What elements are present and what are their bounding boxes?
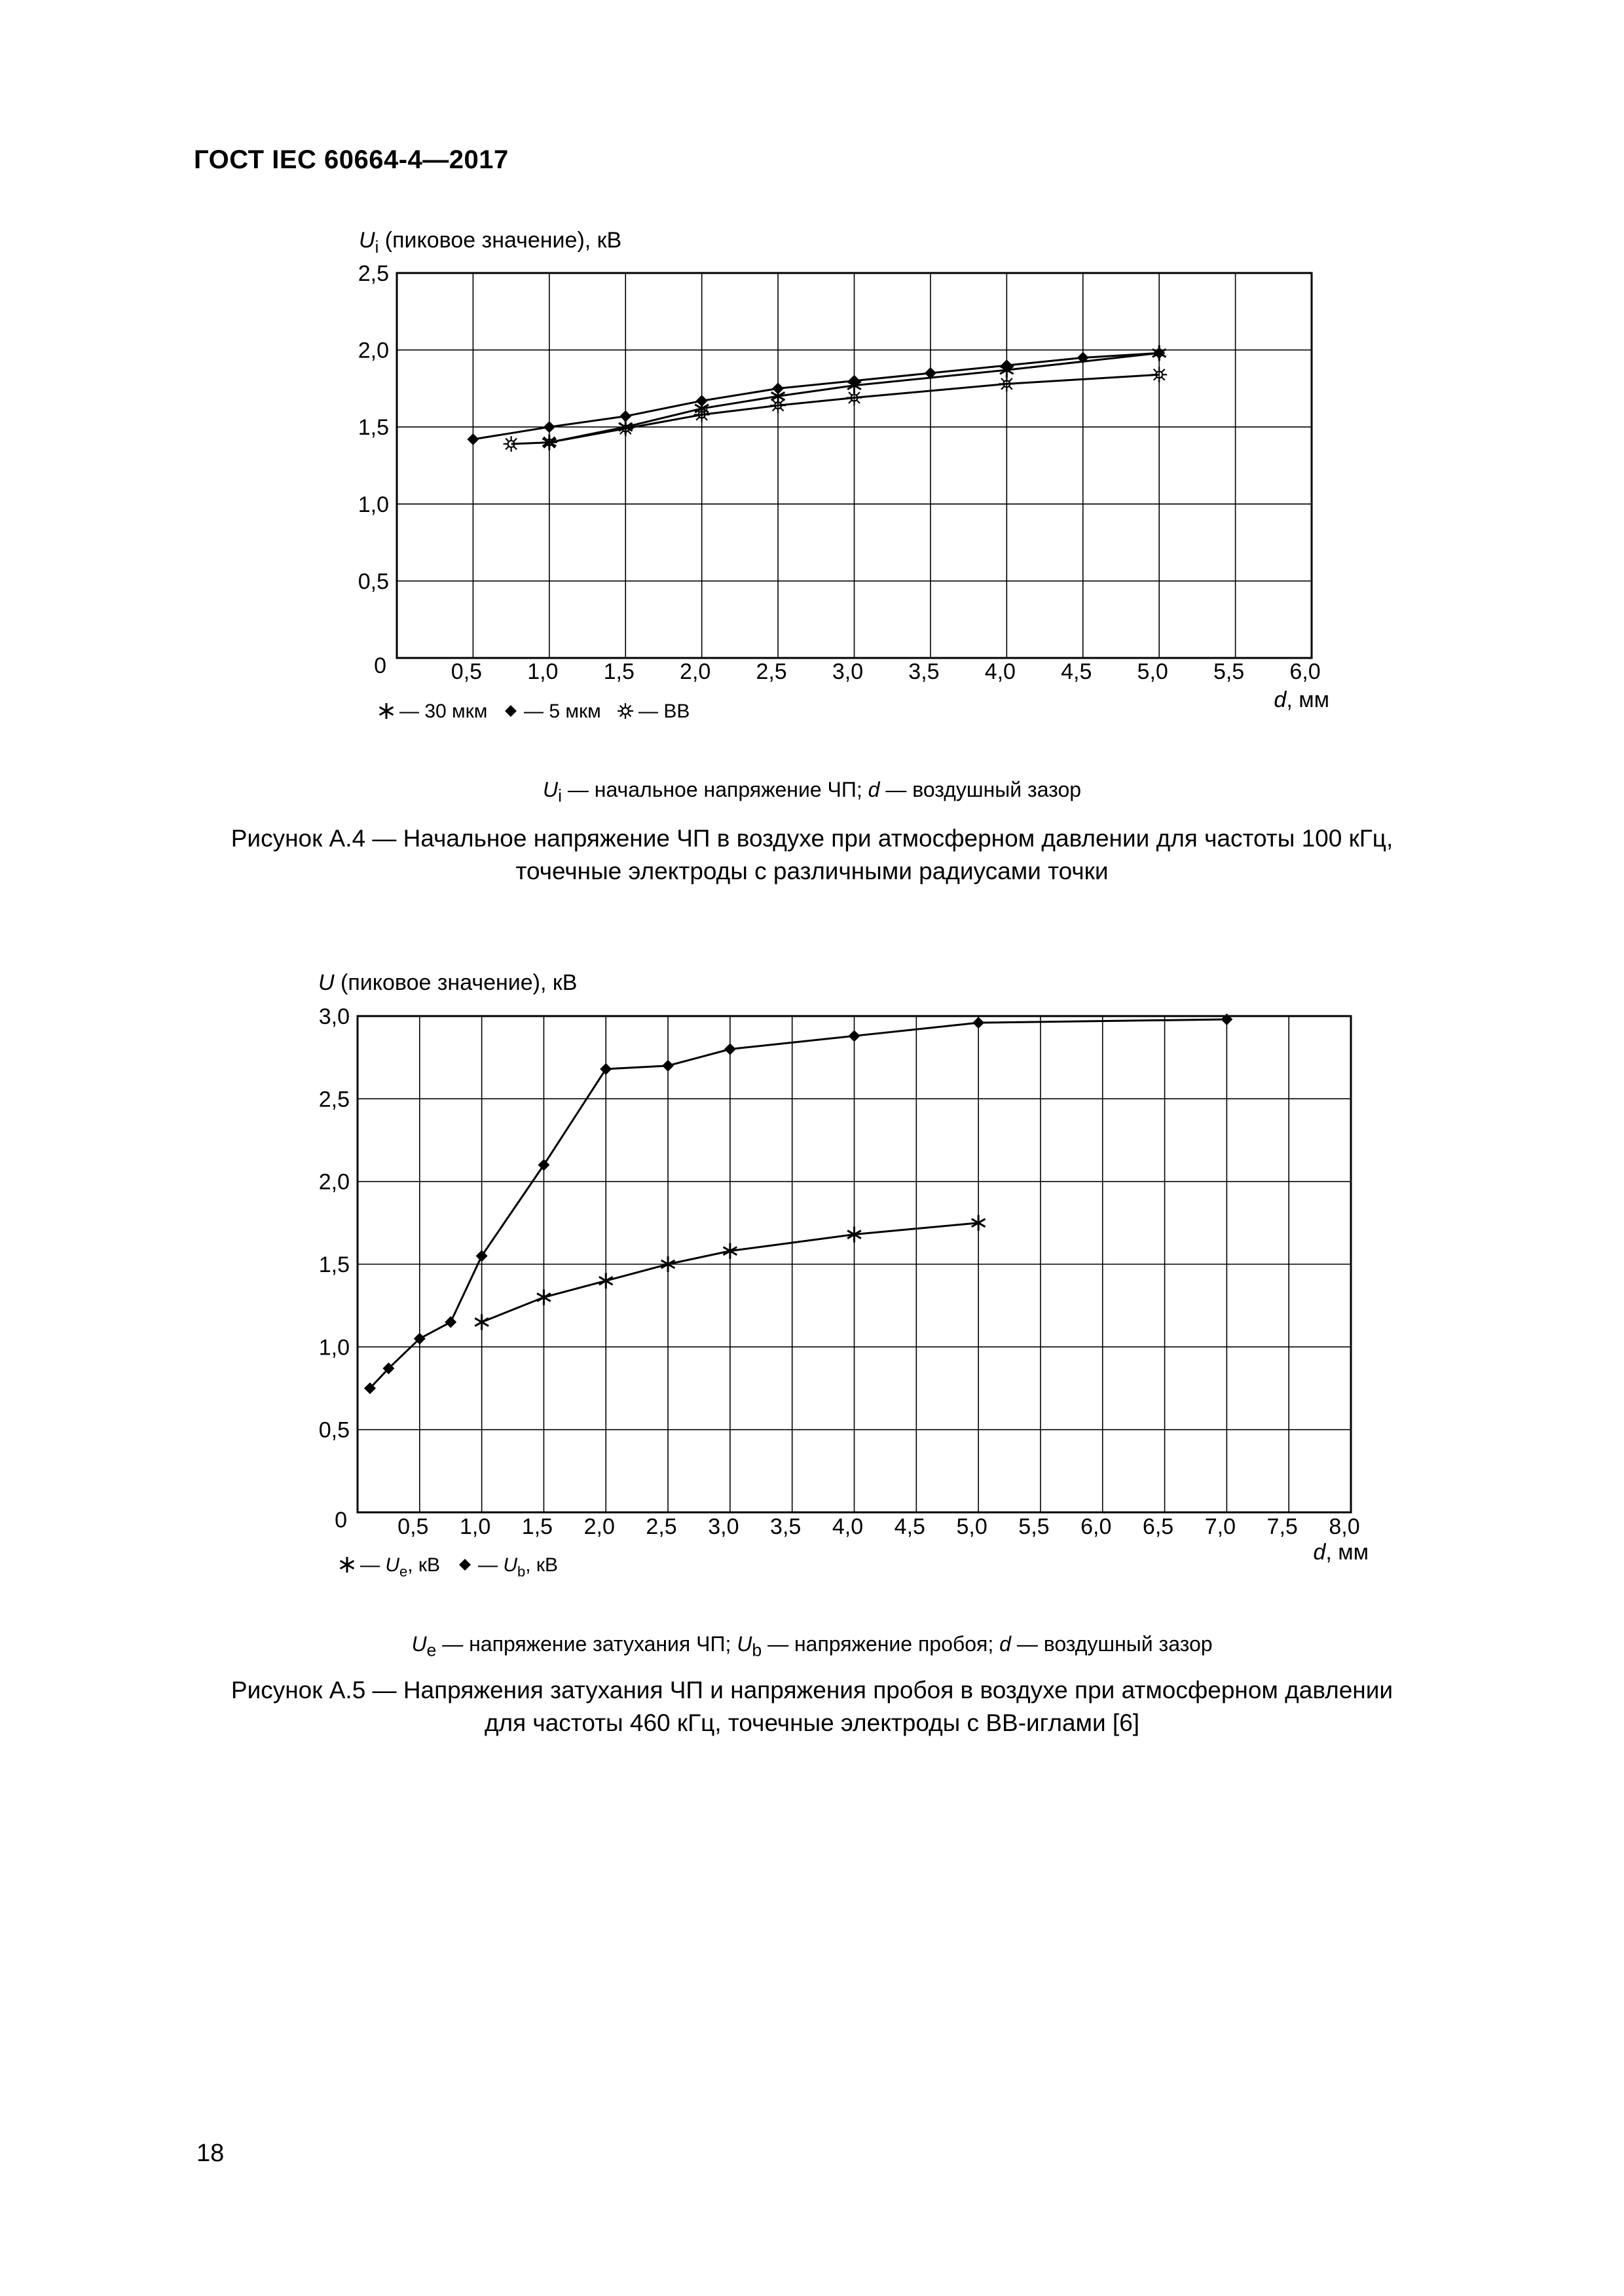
data-point: [772, 382, 784, 394]
x-tick-label: 4,0: [832, 1514, 864, 1539]
series-3: [504, 367, 1168, 452]
expl-segment-0: U: [411, 1632, 427, 1656]
x-tick-label: 3,5: [770, 1514, 802, 1539]
legend-marker-1: [380, 703, 394, 719]
y-axis-label-rest: (пиковое значение), кВ: [378, 228, 622, 253]
legend-label-1: — $U_e$, кВ: [360, 1554, 441, 1580]
x-tick-label: 3,5: [908, 659, 940, 684]
x-tick-label: 1,0: [527, 659, 559, 684]
expl-segment-6: d: [999, 1632, 1011, 1656]
y-tick-label: 1,5: [358, 415, 389, 441]
x-tick-label: 7,0: [1204, 1514, 1236, 1539]
series-line: [473, 353, 1159, 439]
figure-a5-caption-line1: Рисунок А.5 — Напряжения затухания ЧП и напряжения пробоя в воздухе при атмосферном давлении: [231, 1677, 1393, 1704]
data-point: [599, 1273, 613, 1288]
series-line: [370, 1019, 1227, 1388]
y-tick-label: 2,0: [318, 1169, 350, 1195]
expl-u-text: — начальное напряжение ЧП;: [562, 778, 868, 801]
x-tick-label: 4,5: [894, 1514, 925, 1539]
y-tick-label: 1,0: [358, 492, 389, 517]
x-tick-label: 4,0: [984, 659, 1016, 684]
x-tick-label: 6,0: [1289, 659, 1321, 684]
y-axis-label-main: U: [318, 970, 335, 995]
x-tick-label: 7,5: [1266, 1514, 1298, 1539]
document-header: ГОСТ IEC 60664-4—2017: [194, 145, 509, 174]
x-tick-label: 1,5: [603, 659, 635, 684]
data-point: [475, 1314, 489, 1330]
data-point: [1153, 347, 1165, 359]
data-point: [619, 410, 631, 422]
data-point: [600, 1063, 612, 1075]
x-tick-label: 2,5: [756, 659, 787, 684]
expl-u: U: [542, 778, 559, 801]
y-axis-label-rest: (пиковое значение), кВ: [334, 970, 578, 995]
y-axis-label-sub: i: [375, 237, 379, 257]
y-tick-label: 0: [374, 653, 386, 678]
chart-2-grid: [358, 1016, 1351, 1512]
x-tick-label: 6,0: [1080, 1514, 1112, 1539]
chart-2: [318, 970, 1369, 1580]
y-tick-label: 2,5: [358, 261, 389, 286]
x-tick-label: 0,5: [397, 1514, 429, 1539]
chart-2-legend: [341, 1554, 558, 1580]
chart-1: [358, 228, 1329, 722]
expl-d: d: [868, 778, 880, 801]
data-point: [445, 1316, 456, 1328]
expl-segment-3: U: [737, 1632, 752, 1656]
expl-segment-7: — воздушный зазор: [1010, 1632, 1213, 1656]
x-axis-label-rest: , мм: [1325, 1540, 1369, 1565]
expl-segment-1: e: [426, 1640, 437, 1660]
figure-a4-caption: Рисунок А.4 — Начальное напряжение ЧП в воздухе при атмосферном давлении для частоты 100 кГц, точечные электроды с различными радиусами точки: [231, 825, 1393, 884]
expl-segment-5: — напряжение пробоя;: [762, 1632, 1000, 1656]
x-tick-label: 5,0: [1137, 659, 1168, 684]
figure-a5-caption: [196, 1674, 1428, 1740]
x-tick-label: 1,0: [459, 1514, 491, 1539]
y-axis-label-main: U: [359, 228, 375, 253]
x-tick-label: 5,5: [1018, 1514, 1050, 1539]
expl-segment-2: — напряжение затухания ЧП;: [436, 1632, 737, 1656]
data-point: [544, 421, 555, 433]
data-point: [467, 433, 479, 445]
x-tick-label: 3,0: [708, 1514, 739, 1539]
y-tick-label: 1,5: [318, 1252, 350, 1277]
y-tick-label: 0,5: [318, 1417, 350, 1443]
y-tick-label: 0,5: [358, 569, 389, 594]
data-point: [849, 1030, 860, 1042]
x-tick-label: 3,0: [832, 659, 864, 684]
expl-segment-4: b: [752, 1640, 762, 1660]
x-tick-label: 8,0: [1329, 1514, 1360, 1539]
legend-marker-2: [459, 1559, 471, 1571]
legend-label-2: — 5 мкм: [524, 701, 601, 722]
data-point: [662, 1060, 674, 1072]
x-tick-label: 4,5: [1061, 659, 1092, 684]
expl-d-text: — воздушный зазор: [879, 778, 1082, 801]
data-point: [696, 395, 708, 407]
data-point: [537, 1290, 551, 1305]
x-tick-label: 2,5: [646, 1514, 677, 1539]
data-point: [972, 1017, 984, 1029]
y-axis-label: [359, 228, 621, 257]
x-tick-label: 6,5: [1142, 1514, 1174, 1539]
y-tick-label: 3,0: [318, 1004, 350, 1029]
y-tick-label: 2,5: [318, 1087, 350, 1112]
y-tick-label: 0: [335, 1508, 347, 1533]
legend-marker-3: [618, 703, 633, 719]
x-axis-label-rest: , мм: [1286, 687, 1329, 712]
x-tick-label: 2,0: [583, 1514, 615, 1539]
legend-marker-2: [505, 705, 517, 717]
x-tick-label: 5,5: [1213, 659, 1245, 684]
series-line: [511, 374, 1160, 444]
x-tick-label: 2,0: [680, 659, 711, 684]
x-tick-label: 0,5: [451, 659, 483, 684]
x-tick-label: 1,5: [521, 1514, 553, 1539]
y-tick-label: 1,0: [318, 1335, 350, 1360]
page-number: 18: [196, 2140, 225, 2167]
chart-1-grid: [397, 273, 1312, 658]
figure-a4-explanation: [0, 778, 1624, 806]
y-tick-label: 2,0: [358, 338, 389, 363]
x-axis-label-d: d: [1313, 1540, 1326, 1565]
legend-label-1: — 30 мкм: [399, 701, 488, 722]
legend-marker-1: [341, 1557, 354, 1573]
data-point: [724, 1044, 736, 1055]
legend-label-2: — $U_b$, кВ: [478, 1554, 559, 1580]
legend-label-3: — ВВ: [638, 701, 690, 722]
x-axis-label-d: d: [1274, 687, 1287, 712]
x-axis-label: [1274, 687, 1329, 712]
figure-a5-explanation: [0, 1632, 1624, 1660]
x-tick-label: 5,0: [956, 1514, 987, 1539]
series-2: [467, 347, 1165, 445]
data-point: [476, 1250, 488, 1262]
x-axis-label: [1313, 1540, 1369, 1565]
chart-1-legend: [380, 701, 690, 722]
figure-a5-caption-line2: для частоты 460 кГц, точечные электроды с ВВ-иглами [6]: [484, 1709, 1140, 1736]
expl-u-sub: i: [558, 786, 562, 806]
y-axis-label: [318, 970, 577, 995]
data-point: [538, 1159, 549, 1171]
